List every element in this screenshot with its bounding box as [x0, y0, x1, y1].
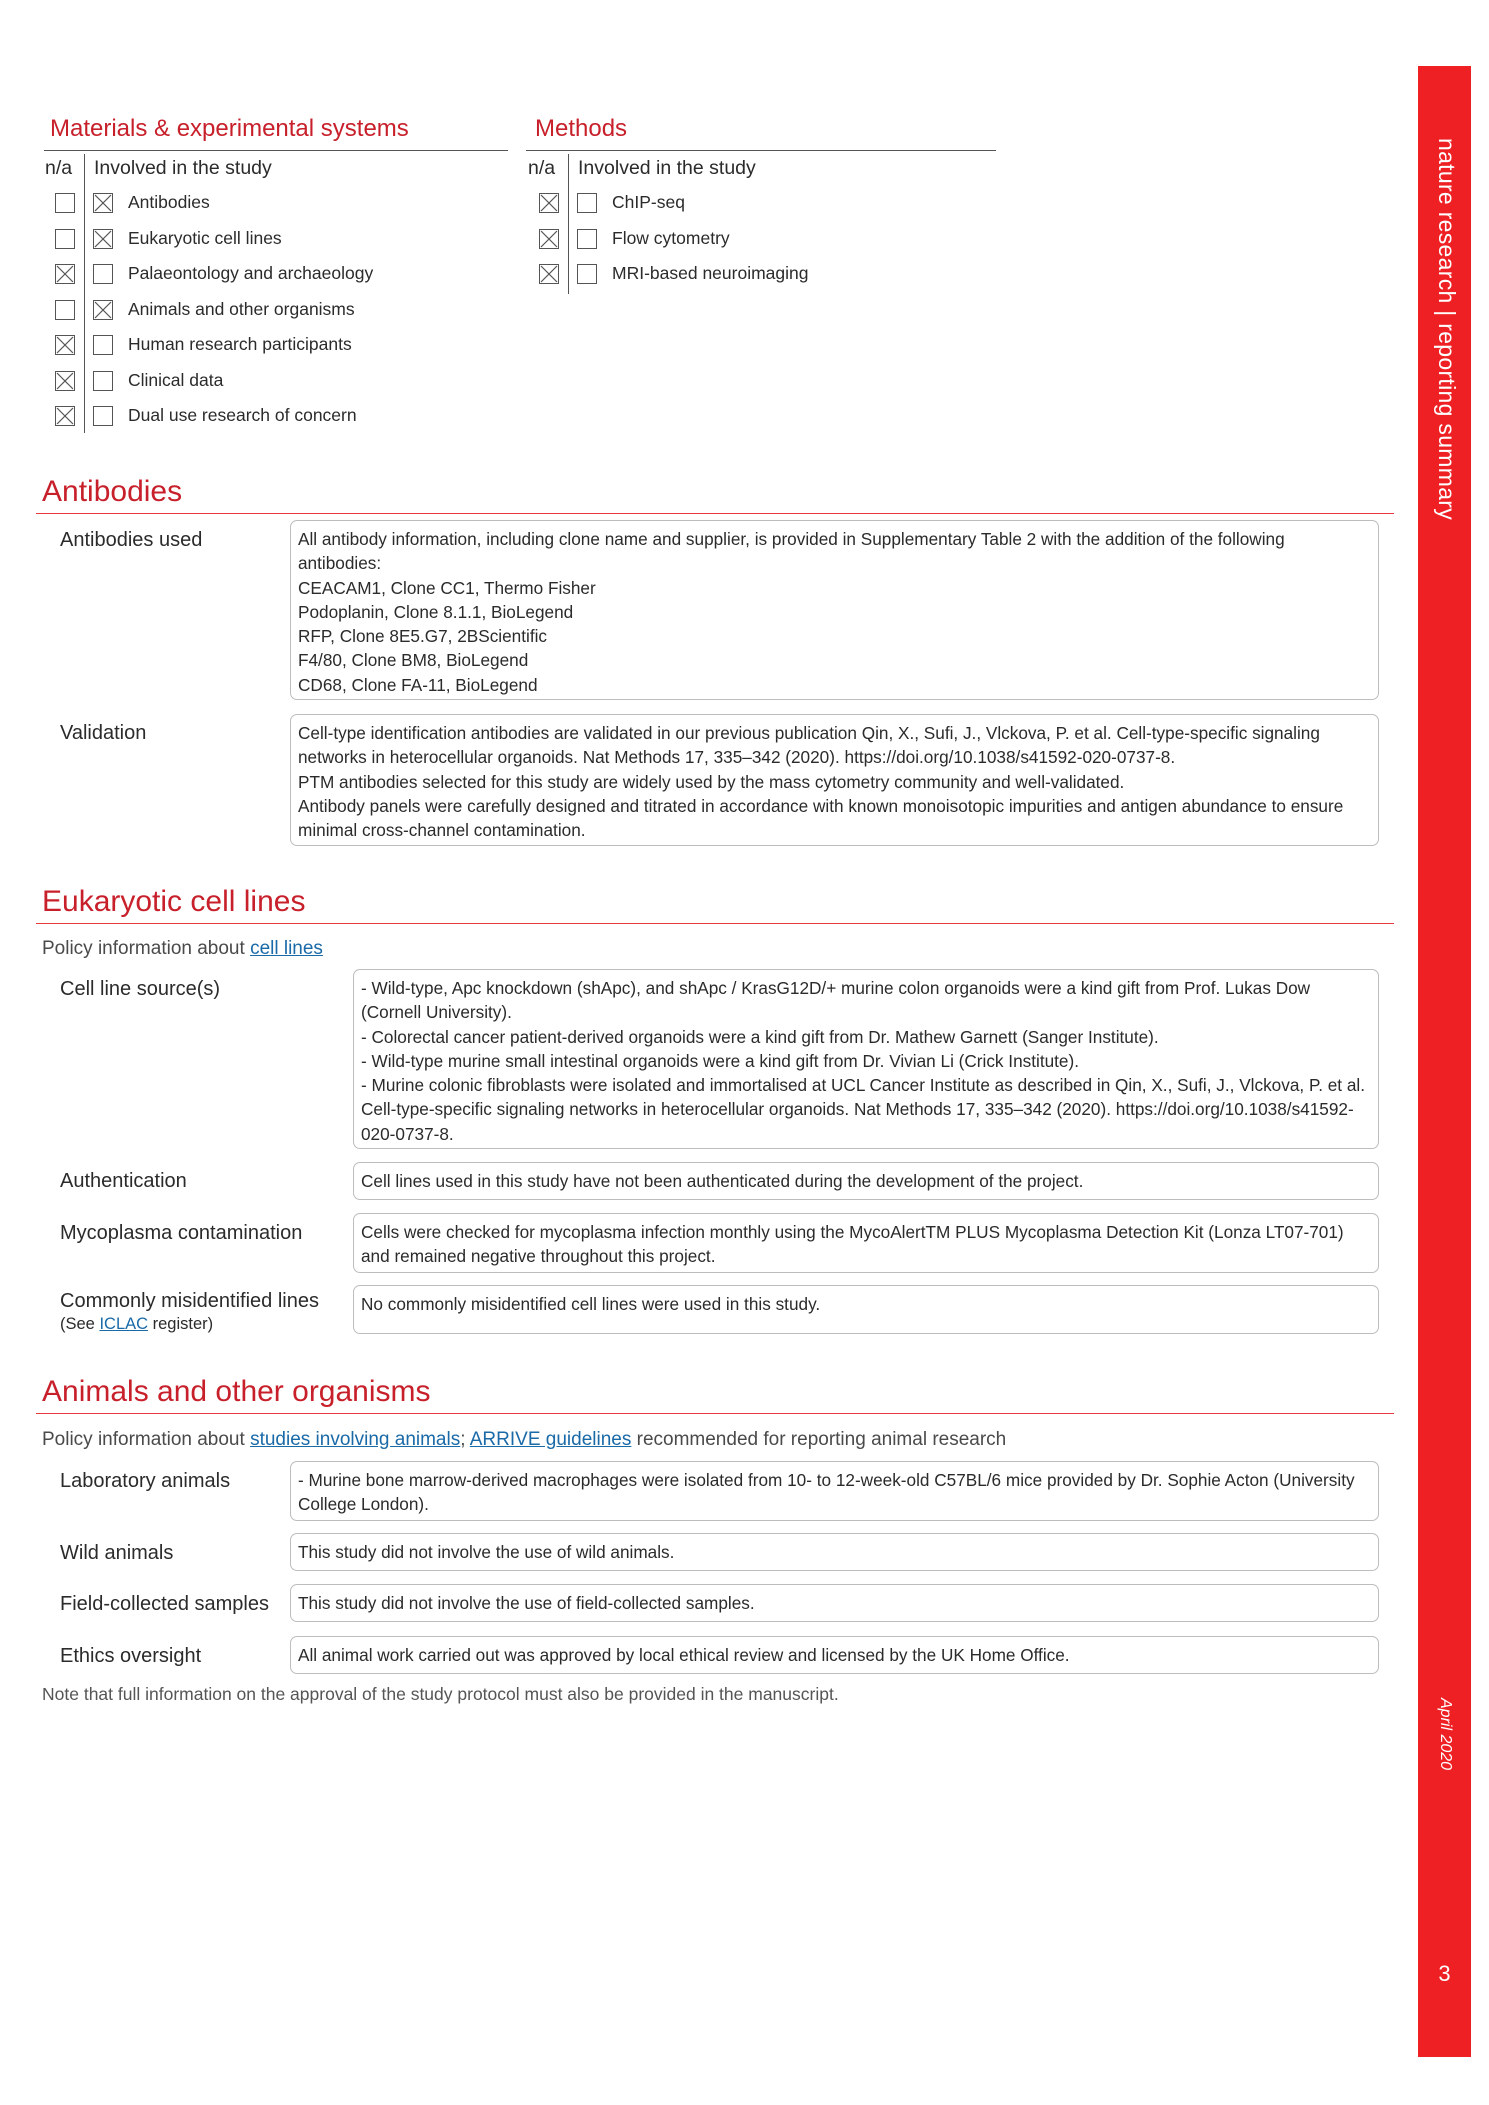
cell-line-source-line: - Murine colonic fibroblasts were isolated and immortalised at UCL Cancer Institute as described in Qin, X., Sufi, J., Vlckova, P. et al. Cell-type-specific signaling networks in heterocellular organoids. Nat Methods 17, 335–342 (2020). https://doi.org/10.1038/s41592-020-0737-8. [361, 1075, 1366, 1144]
cell-line-source-line: - Wild-type murine small intestinal organoids were a kind gift from Dr. Vivian Li (Crick Institute). [361, 1050, 1079, 1071]
cell-line-source-line: - Wild-type, Apc knockdown (shApc), and shApc / KrasG12D/+ murine colon organoids were a kind gift from Prof. Lukas Dow (Cornell University). [361, 978, 1311, 1023]
checkbox-label: Palaeontology and archaeology [128, 263, 374, 283]
na-checkbox[interactable] [539, 264, 559, 284]
antibodies-used-field[interactable] [290, 520, 1379, 700]
involved-checkbox[interactable] [93, 335, 113, 355]
materials-title: Materials & experimental systems [50, 115, 409, 142]
authentication-field[interactable] [353, 1162, 1379, 1200]
mycoplasma-field[interactable] [353, 1213, 1379, 1273]
checkbox-label: Antibodies [128, 192, 210, 212]
antibodies-used-line: CD68, Clone FA-11, BioLegend [298, 674, 538, 695]
cell-line-source-line: - Colorectal cancer patient-derived organoids were a kind gift from Dr. Mathew Garnett (Sanger Institute). [361, 1026, 1159, 1047]
validation-label: Validation [60, 722, 147, 744]
misidentified-text: No commonly misidentified cell lines were used in this study. [361, 1294, 821, 1314]
checkbox-label: Dual use research of concern [128, 405, 357, 425]
involved-checkbox[interactable] [93, 300, 113, 320]
mycoplasma-label: Mycoplasma contamination [60, 1222, 303, 1244]
na-checkbox[interactable] [55, 371, 75, 391]
na-checkbox[interactable] [55, 300, 75, 320]
na-checkbox[interactable] [539, 229, 559, 249]
misid-sub-suffix: register) [148, 1315, 214, 1333]
cell-line-source-field[interactable] [353, 969, 1379, 1149]
studies-involving-animals-link[interactable]: studies involving animals [250, 1429, 461, 1450]
field-samples-text: This study did not involve the use of field-collected samples. [298, 1593, 755, 1613]
policy-prefix: Policy information about [42, 938, 251, 959]
policy-sep: ; [460, 1429, 470, 1450]
mycoplasma-text: Cells were checked for mycoplasma infection monthly using the MycoAlertTM PLUS Mycoplasma Detection Kit (Lonza LT07-701) and remained negative throughout this project. [361, 1222, 1344, 1267]
methods-divider [568, 154, 569, 294]
methods-rule [526, 150, 996, 151]
animals-section-rule [36, 1413, 1394, 1414]
sidebar-brand-text: nature research | reporting summary [1434, 138, 1460, 521]
policy-prefix: Policy information about [42, 1429, 251, 1450]
antibodies-used-line: CEACAM1, Clone CC1, Thermo Fisher [298, 577, 596, 598]
validation-line: PTM antibodies selected for this study are widely used by the mass cytometry community and well-validated. [298, 771, 1125, 792]
na-checkbox[interactable] [55, 229, 75, 249]
involved-checkbox[interactable] [577, 264, 597, 284]
na-checkbox[interactable] [55, 193, 75, 213]
cell-lines-section-rule [36, 923, 1394, 924]
lab-animals-field[interactable] [290, 1461, 1379, 1521]
involved-checkbox[interactable] [93, 229, 113, 249]
approval-note: Note that full information on the approval of the study protocol must also be provided in the manuscript. [42, 1684, 839, 1704]
wild-animals-field[interactable] [290, 1533, 1379, 1571]
misidentified-field[interactable] [353, 1285, 1379, 1334]
involved-checkbox[interactable] [93, 406, 113, 426]
involved-checkbox[interactable] [93, 371, 113, 391]
sidebar-date-text: April 2020 [1437, 1698, 1454, 1771]
validation-line: Cell-type identification antibodies are validated in our previous publication Qin, X., Sufi, J., Vlckova, P. et al. Cell-type-specific signaling networks in heterocellular organoids. Nat Methods 17, 335–342 (2020). https://doi.org/10.1038/s41592-020-0737-8. [298, 723, 1320, 768]
involved-checkbox[interactable] [93, 193, 113, 213]
antibodies-section-rule [36, 513, 1394, 514]
checkbox-label: Clinical data [128, 369, 224, 390]
wild-animals-text: This study did not involve the use of wild animals. [298, 1542, 675, 1562]
sidebar-band [1418, 66, 1471, 2057]
checkbox-label: MRI-based neuroimaging [612, 263, 809, 283]
na-checkbox[interactable] [55, 406, 75, 426]
checkbox-label: ChIP-seq [612, 192, 685, 212]
field-samples-label: Field-collected samples [60, 1593, 269, 1615]
ethics-label: Ethics oversight [60, 1645, 202, 1667]
lab-animals-text: - Murine bone marrow-derived macrophages were isolated from 10- to 12-week-old C57BL/6 mice provided by Dr. Sophie Acton (University College London). [298, 1470, 1355, 1515]
wild-animals-label: Wild animals [60, 1542, 174, 1564]
na-checkbox[interactable] [55, 264, 75, 284]
checkbox-label: Animals and other organisms [128, 298, 355, 319]
ethics-field[interactable] [290, 1636, 1379, 1674]
lab-animals-label: Laboratory animals [60, 1470, 231, 1492]
checkbox-label: Human research participants [128, 334, 352, 354]
methods-involved-header: Involved in the study [578, 157, 756, 179]
cell-line-source-label: Cell line source(s) [60, 978, 221, 1000]
misid-sub-prefix: (See [60, 1315, 100, 1333]
involved-checkbox[interactable] [577, 229, 597, 249]
materials-involved-header: Involved in the study [94, 157, 272, 179]
involved-checkbox[interactable] [93, 264, 113, 284]
materials-na-header: n/a [45, 157, 73, 179]
materials-divider [84, 154, 85, 433]
sidebar-brand [1418, 66, 1471, 626]
misidentified-label: Commonly misidentified lines [60, 1290, 319, 1312]
antibodies-section-title: Antibodies [42, 475, 183, 508]
iclac-link[interactable]: ICLAC [99, 1315, 149, 1333]
antibodies-used-line: All antibody information, including clone name and supplier, is provided in Supplementary Table 2 with the addition of the following antibodies: [298, 529, 1285, 574]
cell-lines-policy-link[interactable]: cell lines [250, 938, 323, 959]
ethics-text: All animal work carried out was approved by local ethical review and licensed by the UK Home Office. [298, 1645, 1070, 1665]
cell-lines-policy [42, 938, 323, 960]
misidentified-sub [60, 1315, 213, 1334]
antibodies-used-line: RFP, Clone 8E5.G7, 2BScientific [298, 626, 548, 647]
cell-lines-section-title: Eukaryotic cell lines [42, 885, 306, 918]
animals-policy [42, 1429, 1006, 1451]
authentication-text: Cell lines used in this study have not been authenticated during the development of the project. [361, 1171, 1084, 1191]
na-checkbox[interactable] [55, 335, 75, 355]
checkbox-label: Flow cytometry [612, 227, 730, 248]
materials-rule [44, 150, 508, 151]
involved-checkbox[interactable] [577, 193, 597, 213]
na-checkbox[interactable] [539, 193, 559, 213]
animals-section-title: Animals and other organisms [42, 1375, 431, 1408]
methods-na-header: n/a [528, 157, 556, 179]
methods-title: Methods [535, 115, 628, 142]
validation-line: Antibody panels were carefully designed and titrated in accordance with known monoisotopic impurities and antigen abundance to ensure minimal cross-channel contamination. [298, 795, 1344, 841]
antibodies-used-line: F4/80, Clone BM8, BioLegend [298, 650, 529, 671]
authentication-label: Authentication [60, 1170, 187, 1192]
antibodies-used-line: Podoplanin, Clone 8.1.1, BioLegend [298, 601, 574, 622]
field-samples-field[interactable] [290, 1584, 1379, 1622]
antibodies-used-label: Antibodies used [60, 529, 203, 551]
checkbox-label: Eukaryotic cell lines [128, 227, 282, 248]
policy-suffix: recommended for reporting animal research [631, 1429, 1007, 1450]
page-number: 3 [1438, 1961, 1451, 1986]
validation-field[interactable] [290, 714, 1379, 846]
arrive-guidelines-link[interactable]: ARRIVE guidelines [469, 1429, 632, 1450]
